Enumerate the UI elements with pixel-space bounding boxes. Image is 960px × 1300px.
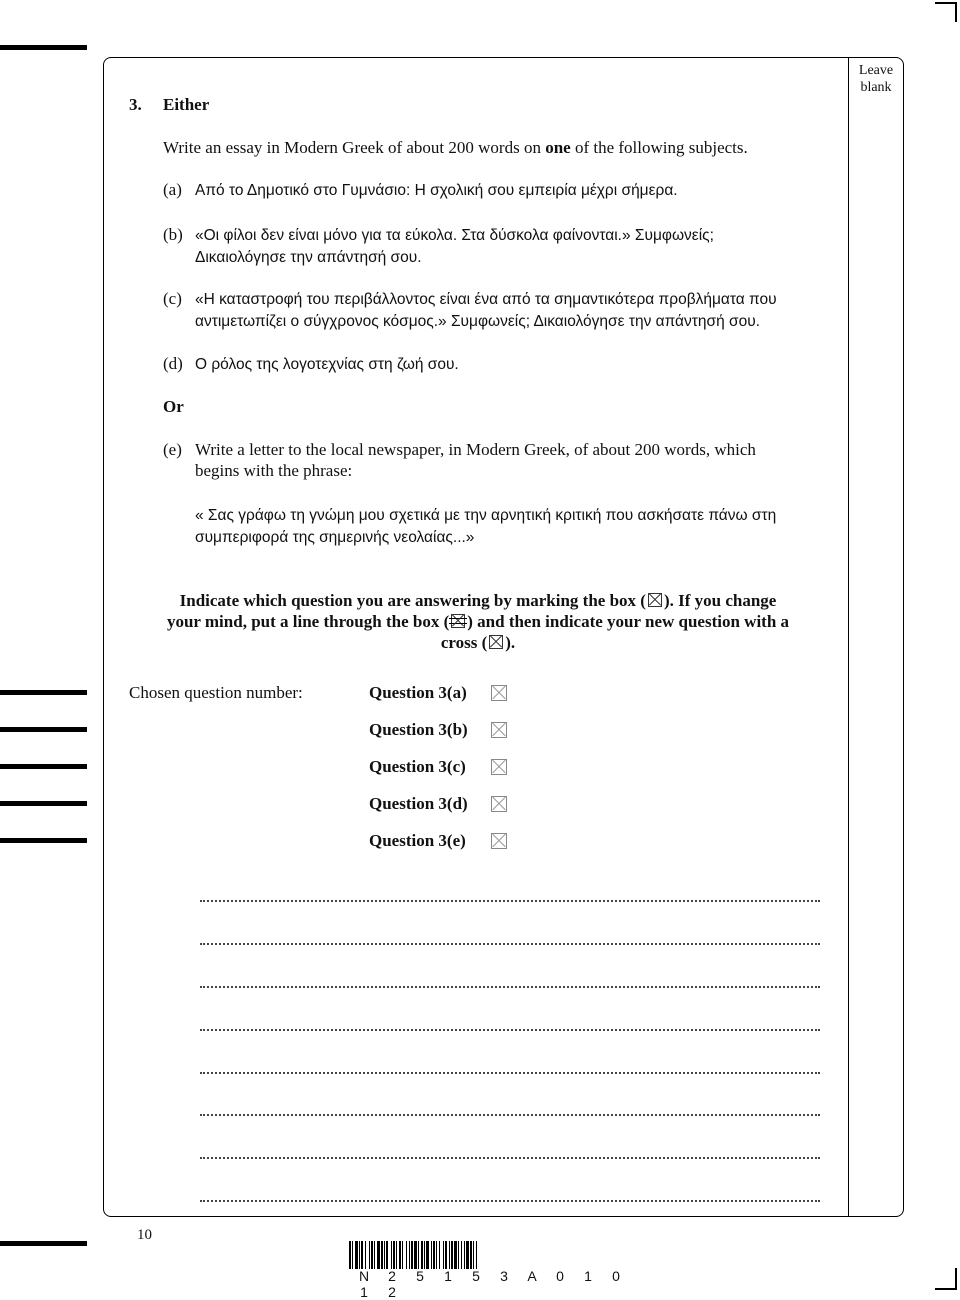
checkbox-3c[interactable] [491,759,507,775]
answer-line-2[interactable] [200,941,820,945]
option-b-text-line2: Δικαιολόγησε την απάντησή σου. [195,249,422,266]
option-d-text: Ο ρόλος της λογοτεχνίας στη ζωή σου. [195,356,459,373]
answer-line-4[interactable] [200,1027,820,1031]
indicate-line1-b: ). If you change [663,591,777,610]
indicate-line-2 [110,611,846,633]
answer-line-7[interactable] [200,1155,820,1159]
barcode-digit: 0 [612,1268,620,1284]
indicate-line3-a: cross ( [440,633,488,652]
corner-mark-bottom-right-v [955,1268,957,1290]
indicate-line2-b: ) and then indicate your new question with a [467,612,790,631]
option-c-text-line2: αντιμετωπίζει ο σύγχρονος κόσμος.» Συμφωνείς; Δικαιολόγησε την απάντησή σου. [195,313,760,330]
indicate-line1-a: Indicate which question you are answering by marking the box ( [179,591,646,610]
chosen-question-label: Chosen question number: [129,683,303,702]
question-option-3a: Question 3(a) [369,683,467,702]
or-heading: Or [163,397,184,416]
either-heading: Either [163,95,210,114]
question-option-3c: Question 3(c) [369,757,466,776]
barcode-digit: A [527,1268,537,1284]
barcode-digit: 1 [360,1284,368,1300]
margin-mark-bottom-left [0,1241,87,1246]
indicate-line2-a: your mind, put a line through the box ( [166,612,450,631]
barcode-digits [350,1268,650,1300]
margin-mark-left-4 [0,801,87,806]
checkbox-3a[interactable] [491,685,507,701]
indicate-line3-b: ). [505,633,516,652]
checkbox-3d[interactable] [491,796,507,812]
answer-line-3[interactable] [200,984,820,988]
option-c-label: (c) [163,289,182,308]
barcode-digit: 3 [500,1268,508,1284]
answer-line-8[interactable] [200,1198,820,1202]
corner-mark-bottom-right-h [935,1288,957,1290]
option-e-label: (e) [163,440,182,459]
barcode-digit: 5 [416,1268,424,1284]
margin-mark-top-left [0,45,87,50]
option-e-text-line1: Write a letter to the local newspaper, in Modern Greek, of about 200 words, which [195,440,756,459]
crossed-out-box-icon [451,614,465,628]
instruction-bold: one [545,138,571,157]
option-b-text-line1: «Οι φίλοι δεν είναι μόνο για τα εύκολα. Στα δύσκολα φαίνονται.» Συμφωνείς; [195,227,714,244]
barcode-digit: 1 [444,1268,452,1284]
barcode-digit: 2 [388,1284,396,1300]
answer-line-1[interactable] [200,898,820,902]
checkbox-3b[interactable] [491,722,507,738]
option-a-label: (a) [163,180,182,199]
barcode-digit: 2 [388,1268,396,1284]
indicate-line-1 [110,590,846,612]
question-option-3e: Question 3(e) [369,831,466,850]
margin-mark-left-5 [0,838,87,843]
cross-box-icon [648,593,662,607]
question-number: 3. [129,95,142,114]
essay-instruction [163,137,748,159]
option-d-label: (d) [163,354,183,373]
instruction-pre: Write an essay in Modern Greek of about 200 words on [163,138,546,157]
option-c-text-line1: «Η καταστροφή του περιβάλλοντος είναι ένα από τα σημαντικότερα προβλήματα που [195,291,777,308]
page-number: 10 [137,1227,152,1243]
leave-blank-divider [848,57,849,1216]
instruction-post: of the following subjects. [570,138,748,157]
option-b-label: (b) [163,225,183,244]
option-e-text-line2: begins with the phrase: [195,461,353,480]
answer-line-5[interactable] [200,1070,820,1074]
leave-blank-label: Leave blank [858,63,894,95]
margin-mark-left-1 [0,690,87,695]
option-e-quote-line1: « Σας γράφω τη γνώμη μου σχετικά με την αρνητική κριτική που ασκήσατε πάνω στη [195,507,777,524]
corner-mark-top-right-h [935,2,957,4]
indicate-line-3 [110,632,846,654]
barcode-bar [477,1241,478,1269]
margin-mark-left-2 [0,727,87,732]
option-e-quote-line2: συμπεριφορά της σημερινής νεολαίας...» [195,529,475,546]
checkbox-3e[interactable] [491,833,507,849]
question-option-3b: Question 3(b) [369,720,468,739]
answer-line-6[interactable] [200,1112,820,1116]
cross-box-icon [489,635,503,649]
barcode-digit: 0 [556,1268,564,1284]
question-option-3d: Question 3(d) [369,794,468,813]
barcode [349,1241,679,1269]
option-a-text: Από το Δημοτικό στο Γυμνάσιο: Η σχολική σου εμπειρία μέχρι σήμερα. [195,182,678,199]
barcode-digit: N [358,1268,370,1284]
barcode-digit: 5 [472,1268,480,1284]
margin-mark-left-3 [0,764,87,769]
barcode-digit: 1 [584,1268,592,1284]
corner-mark-top-right-v [955,2,957,22]
